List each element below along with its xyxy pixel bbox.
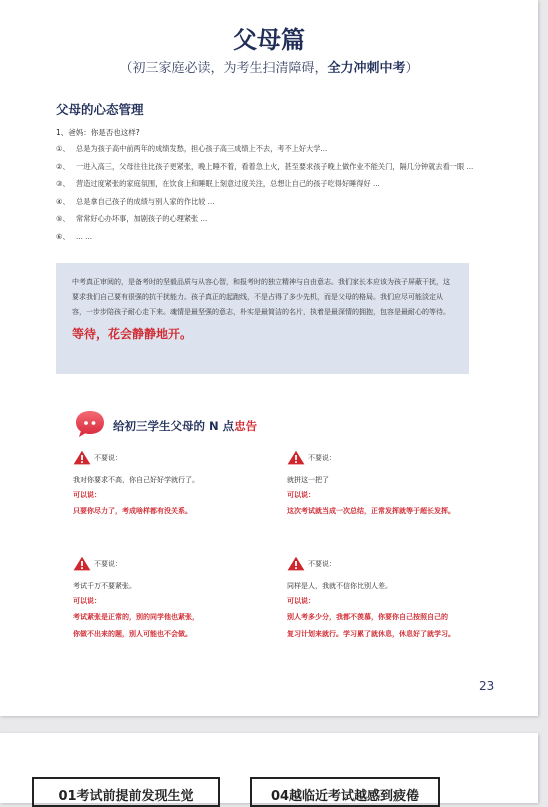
warning-row: [287, 556, 336, 571]
dont-say-text: 同样是人，我就不信你比别人差。: [287, 582, 392, 590]
advice-card: [73, 450, 293, 520]
warning-icon: [73, 450, 91, 465]
quote-box: [56, 263, 469, 374]
can-say-text: 别人考多少分，我都不羡慕，你要你自己按照自己的: [287, 613, 448, 621]
item-number: ①、: [56, 144, 70, 153]
item-text: 常常好心办坏事，加剧孩子的心理紧张 ...: [76, 214, 208, 223]
list-item: [56, 143, 496, 156]
warning-row: [73, 556, 122, 571]
list-item: [56, 231, 496, 244]
can-say-text: 这次考试就当成一次总结，正常发挥就等于超长发挥。: [287, 507, 455, 515]
next-page-box-left: 01考试前提前发现生觉: [32, 777, 220, 807]
page-subtitle: [0, 57, 538, 76]
item-text: 营造过度紧张的家庭氛围，在饮食上和睡眠上刻意过度关注，总想让自己的孩子吃得好睡得好 ...: [76, 179, 380, 188]
page-number: 23: [479, 679, 495, 693]
list-item: [56, 213, 496, 226]
page-title: 父母篇: [233, 26, 305, 54]
warning-icon: [73, 556, 91, 571]
item-number: ④、: [56, 196, 70, 206]
warning-icon: [287, 556, 305, 571]
item-text: ... ...: [76, 231, 92, 241]
can-say-text: 你做不出来的题，别人可能也不会做。: [73, 630, 192, 638]
can-say-text: 考试紧张是正常的，别的同学他也紧张，: [73, 613, 199, 621]
item-number: ③、: [56, 179, 70, 188]
chat-bubble-icon: [74, 409, 106, 439]
subtitle-bold: 全力冲刺中考: [327, 61, 406, 76]
dont-say-label: 不要说：: [94, 559, 122, 568]
list-item: [56, 178, 496, 191]
mindset-list: [56, 143, 496, 248]
advice-title-text: 给初三学生父母的 N 点: [113, 419, 235, 433]
item-text: 总是为孩子高中前两年的成绩发愁，担心孩子高三成绩上不去，考不上好大学...: [76, 144, 328, 153]
item-text: 总是拿自己孩子的成绩与别人家的作比较 ...: [76, 196, 215, 206]
can-say-label: 可以说：: [73, 597, 101, 605]
subtitle-pre: （初三家庭必读，为考生扫清障碍，: [119, 61, 328, 76]
item-number: ⑤、: [56, 214, 70, 223]
can-say-label: 可以说：: [73, 491, 101, 499]
dont-say-text: 就拼这一把了: [287, 476, 329, 484]
item-number: ②、: [56, 161, 70, 171]
section-title-mindset: 父母的心态管理: [56, 102, 144, 117]
can-say-text: 复习计划来就行。学习累了就休息，休息好了就学习。: [287, 630, 455, 638]
dont-say-label: 不要说：: [308, 453, 336, 462]
advice-card: [73, 556, 293, 643]
advice-card: [287, 556, 507, 643]
warning-row: [287, 450, 336, 465]
advice-title: [113, 418, 257, 434]
question-line: 1、爸妈：你是否也这样?: [56, 128, 140, 137]
dont-say-text: 我对你要求不高，你自己好好学就行了。: [73, 476, 199, 484]
dont-say-text: 考试千万不要紧张。: [73, 582, 136, 590]
quote-highlight: 等待，花会静静地开。: [72, 326, 193, 341]
list-item: [56, 161, 496, 174]
can-say-label: 可以说：: [287, 491, 315, 499]
dont-say-label: 不要说：: [308, 559, 336, 568]
warning-icon: [287, 450, 305, 465]
can-say-text: 只要你尽力了，考成啥样都有没关系。: [73, 507, 192, 515]
warning-row: [73, 450, 122, 465]
dont-say-label: 不要说：: [94, 453, 122, 462]
advice-card: [287, 450, 507, 520]
subtitle-post: ）: [405, 61, 419, 76]
item-number: ⑥、: [56, 231, 70, 241]
next-page-preview: [0, 733, 538, 803]
next-page-box-right: 04越临近考试越感到疲倦: [250, 777, 440, 807]
quote-text: 中考真正审阅的，是备考时的坚毅品质与从容心智，和报考时的独立精神与自由意志。我们家长本应该为孩子屏蔽干扰，这要求我们自己要有很强的抗干扰能力。孩子真正的起跑线，不是占得了多少先机，而是父母的格局。我们应尽可能淡定从容，一步步陪孩子耐心走下来。魂情是最坚强的意志，朴实是最简洁的名片，执着是最深情的拥抱，包容是最耐心的等待。: [72, 278, 450, 317]
item-text: 一进入高三，父母往往比孩子更紧张，晚上睡不着，看着急上火，甚至要求孩子晚上做作业不能关门，隔几分钟就去看一眼 ...: [76, 161, 474, 171]
advice-title-highlight: 忠告: [234, 419, 258, 433]
list-item: [56, 196, 496, 209]
can-say-label: 可以说：: [287, 597, 315, 605]
